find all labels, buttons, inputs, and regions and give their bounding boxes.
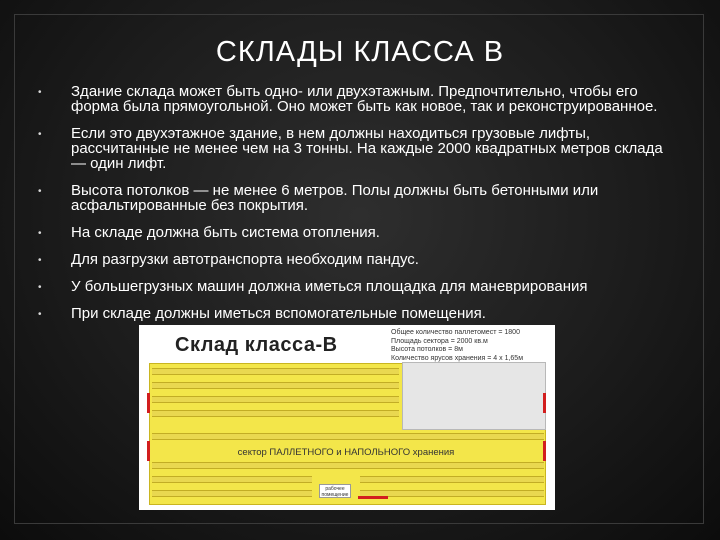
plan-info-line: Площадь сектора = 2000 кв.м	[391, 337, 488, 345]
gate-marker	[358, 496, 388, 499]
bullet-icon: •	[38, 186, 42, 197]
rack-row	[152, 433, 544, 440]
plan-title: Склад класса-В	[175, 334, 338, 356]
work-room-label: рабочее помещение	[319, 484, 351, 498]
rack-row	[152, 382, 399, 389]
bullet-item	[38, 225, 678, 240]
bullet-item	[38, 279, 678, 294]
rack-row	[152, 462, 544, 469]
bullet-icon: •	[38, 255, 42, 266]
rack-row	[152, 368, 399, 375]
rack-row	[152, 396, 399, 403]
office-area	[402, 362, 546, 430]
bullet-icon: •	[38, 282, 42, 293]
rack-row	[152, 410, 399, 417]
bullet-item	[38, 183, 678, 213]
bullet-text: Здание склада может быть одно- или двухэтажным. Предпочтительно, чтобы его форма была прямоугольной. Оно может быть как новое, так и реконструированное.	[71, 83, 658, 115]
rack-row	[152, 476, 312, 483]
bullet-text: Если это двухэтажное здание, в нем должны находиться грузовые лифты, рассчитанные не менее чем на 3 тонны. На каждые 2000 квадратных метров склада — один лифт.	[71, 125, 663, 172]
bullet-icon: •	[38, 228, 42, 239]
plan-header	[139, 325, 555, 361]
slide-title: СКЛАДЫ КЛАССА В	[215, 36, 505, 68]
bullet-text: При складе должны иметься вспомогательные помещения.	[71, 305, 486, 322]
gate-marker	[543, 393, 546, 413]
bullet-icon: •	[38, 309, 42, 320]
bullet-text: Высота потолков — не менее 6 метров. Полы должны быть бетонными или асфальтированные без покрытия.	[71, 182, 599, 214]
gate-marker	[147, 393, 150, 413]
bullet-item	[38, 306, 678, 321]
bullet-text: Для разгрузки автотранспорта необходим пандус.	[71, 251, 419, 268]
gate-marker	[543, 441, 546, 461]
rack-row	[152, 490, 312, 497]
bullet-item	[38, 84, 678, 114]
bullet-text: У большегрузных машин должна иметься площадка для маневрирования	[71, 278, 588, 295]
sector-label: сектор ПАЛЛЕТНОГО и НАПОЛЬНОГО хранения	[237, 447, 455, 458]
bullet-item	[38, 126, 678, 171]
plan-info-line: Высота потолков = 8м	[391, 346, 463, 353]
bullet-text: На складе должна быть система отопления.	[71, 224, 380, 241]
plan-info-line: Количество ярусов хранения = 4 х 1,65м	[391, 354, 524, 362]
plan-info-line: Общее количество паллетомест = 1800	[391, 329, 520, 336]
bullet-icon: •	[38, 87, 42, 98]
rack-row	[360, 476, 544, 483]
plan-info	[391, 329, 523, 363]
gate-marker	[147, 441, 150, 461]
bullet-item	[38, 252, 678, 267]
bullet-icon: •	[38, 129, 42, 140]
bullet-list	[38, 84, 678, 333]
